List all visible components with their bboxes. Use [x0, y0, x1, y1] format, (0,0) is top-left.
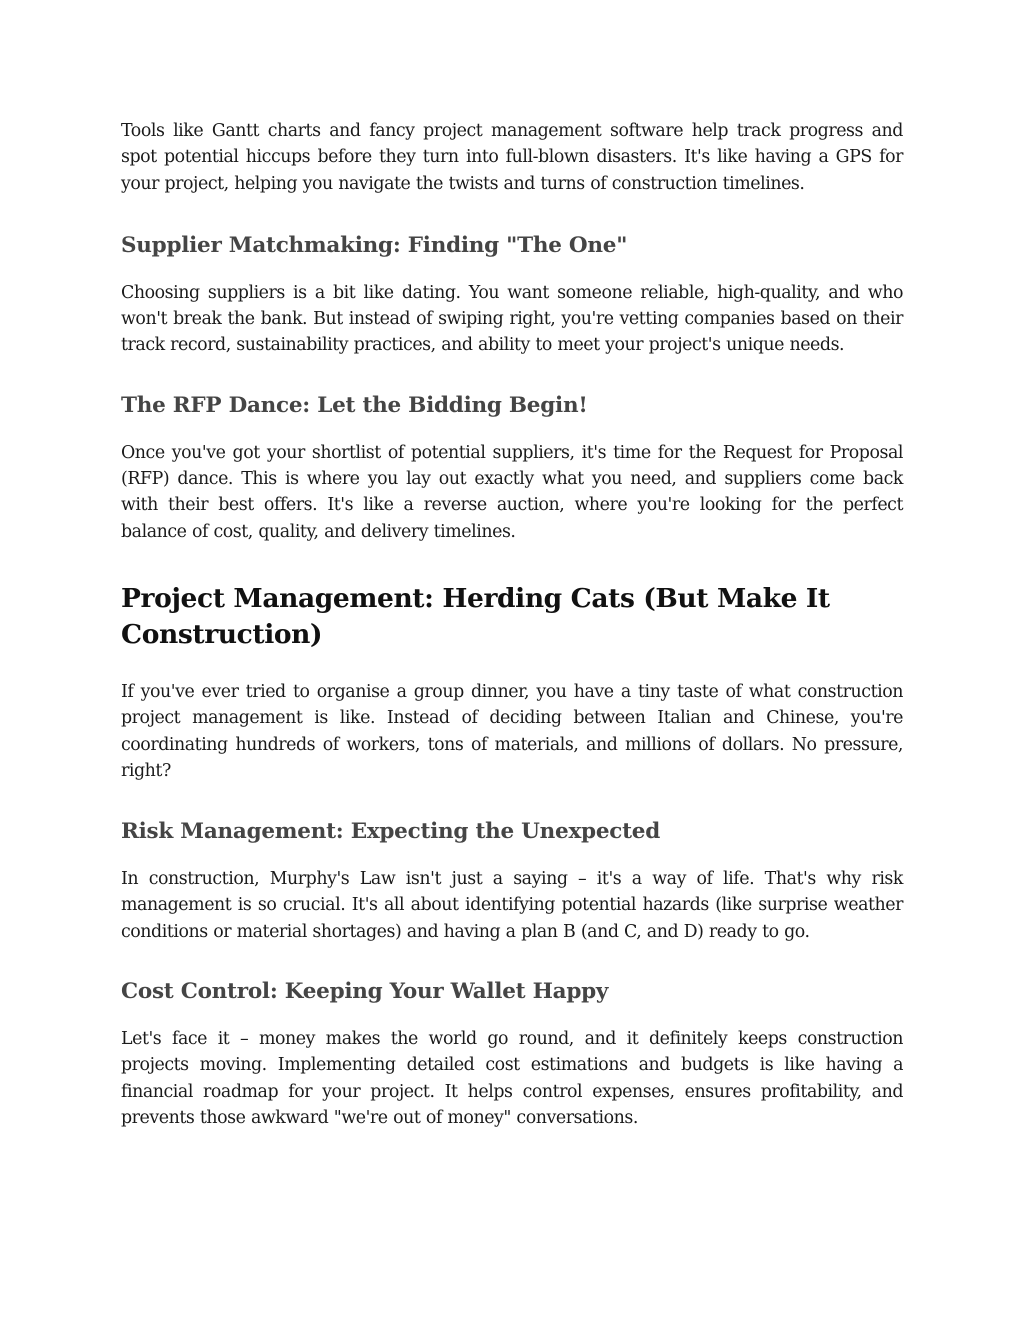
risk-management-paragraph: In construction, Murphy's Law isn't just a saying – it's a way of life. That's why risk management is so crucial. It's all about identifying potential hazards (like surprise weather conditions or material shortages) and having a plan B (and C, and D) ready to go.	[121, 869, 903, 942]
cost-control-paragraph: Let's face it – money makes the world go round, and it definitely keeps construction projects moving. Implementing detailed cost estimations and budgets is like having a financial roadmap for your project. It helps control expenses, ensures profitability, and prevents those awkward "we're out of money" conversations.	[121, 1029, 903, 1128]
project-management-heading: Project Management: Herding Cats (But Make It Construction)	[121, 582, 830, 650]
document-page	[121, 118, 903, 1131]
project-management-paragraph: If you've ever tried to organise a group dinner, you have a tiny taste of what construction project management is like. Instead of deciding between Italian and Chinese, you're coordinating hundreds of workers, tons of materials, and millions of dollars. No pressure, right?	[121, 681, 903, 781]
supplier-paragraph: Choosing suppliers is a bit like dating. You want someone reliable, high-quality, and who won't break the bank. But instead of swiping right, you're vetting companies based on their track record, sustainability practices, and ability to meet your project's unique needs.	[121, 282, 903, 356]
rfp-paragraph: Once you've got your shortlist of potential suppliers, it's time for the Request for Proposal (RFP) dance. This is where you lay out exactly what you need, and suppliers come back with their best offers. It's like a reverse auction, where you're looking for the perfect balance of cost, quality, and delivery timelines.	[121, 442, 903, 542]
rfp-dance-heading: The RFP Dance: Let the Bidding Begin!	[121, 392, 588, 418]
supplier-matchmaking-heading: Supplier Matchmaking: Finding "The One"	[121, 232, 628, 258]
intro-paragraph: Tools like Gantt charts and fancy project management software help track progress and spot potential hiccups before they turn into full-blown disasters. It's like having a GPS for your project, helping you navigate the twists and turns of construction timelines.	[121, 121, 903, 194]
risk-management-heading: Risk Management: Expecting the Unexpected	[121, 819, 660, 845]
cost-control-heading: Cost Control: Keeping Your Wallet Happy	[121, 979, 609, 1005]
